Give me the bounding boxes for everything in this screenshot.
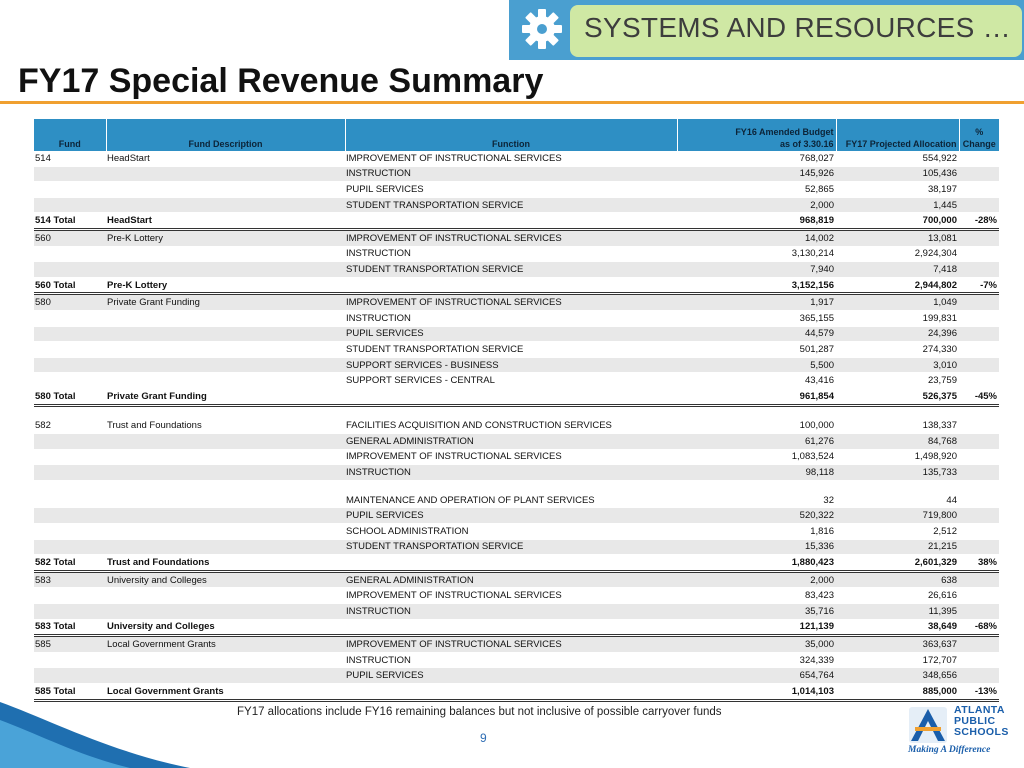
- cell-function: SCHOOL ADMINISTRATION: [345, 524, 677, 540]
- cell-fy17-allocation: 44: [836, 492, 959, 508]
- cell-fy17-allocation: 21,215: [836, 539, 959, 555]
- cell-function: INSTRUCTION: [345, 465, 677, 481]
- header-fund: Fund: [34, 119, 106, 151]
- table-row: [34, 465, 999, 481]
- cell-function: [345, 619, 677, 636]
- cell-pct-change: [959, 262, 999, 278]
- cell-fy16-budget: 35,716: [677, 604, 836, 620]
- table-row: [34, 668, 999, 684]
- cell-fund-description: [106, 465, 345, 481]
- cell-fy16-budget: 7,940: [677, 262, 836, 278]
- cell-fy17-allocation: 1,049: [836, 294, 959, 311]
- cell-fund-description: Private Grant Funding: [106, 388, 345, 405]
- cell-function: STUDENT TRANSPORTATION SERVICE: [345, 539, 677, 555]
- cell-fy16-budget: 365,155: [677, 310, 836, 326]
- cell-pct-change: [959, 434, 999, 450]
- cell-fund: [34, 449, 106, 465]
- cell-function: FACILITIES ACQUISITION AND CONSTRUCTION SERVICES: [345, 418, 677, 434]
- table-row: [34, 310, 999, 326]
- cell-fund: 580: [34, 294, 106, 311]
- cell-fund-description: Pre-K Lottery: [106, 229, 345, 246]
- cell-pct-change: [959, 418, 999, 434]
- cell-fy17-allocation: 638: [836, 571, 959, 588]
- cell-fy17-allocation: 885,000: [836, 684, 959, 701]
- bottom-swoosh: [0, 690, 1024, 768]
- cell-fund-description: [106, 310, 345, 326]
- cell-fund: [34, 373, 106, 389]
- cell-fund: 585: [34, 636, 106, 653]
- cell-function: STUDENT TRANSPORTATION SERVICE: [345, 197, 677, 213]
- cell-pct-change: [959, 492, 999, 508]
- cell-function: [345, 213, 677, 230]
- cell-pct-change: [959, 465, 999, 481]
- cell-fy16-budget: 145,926: [677, 166, 836, 182]
- cell-fund-description: Trust and Foundations: [106, 555, 345, 572]
- cell-fund: [34, 357, 106, 373]
- table-body: [34, 151, 999, 700]
- cell-fund: [34, 508, 106, 524]
- cell-function: INSTRUCTION: [345, 246, 677, 262]
- table-row: [34, 182, 999, 198]
- total-row: [34, 388, 999, 405]
- cell-fy16-budget: 961,854: [677, 388, 836, 405]
- banner-title: SYSTEMS AND RESOURCES …: [584, 12, 1011, 43]
- cell-fy16-budget: 2,000: [677, 571, 836, 588]
- cell-fund: [34, 434, 106, 450]
- table-row: [34, 246, 999, 262]
- cell-fy16-budget: 61,276: [677, 434, 836, 450]
- cell-pct-change: [959, 636, 999, 653]
- cell-pct-change: [959, 524, 999, 540]
- cell-fund-description: [106, 604, 345, 620]
- table-row: [34, 197, 999, 213]
- cell-function: STUDENT TRANSPORTATION SERVICE: [345, 262, 677, 278]
- cell-function: IMPROVEMENT OF INSTRUCTIONAL SERVICES: [345, 636, 677, 653]
- cell-fund-description: [106, 326, 345, 342]
- cell-fund-description: [106, 588, 345, 604]
- cell-fy16-budget: 2,000: [677, 197, 836, 213]
- cell-fund-description: Pre-K Lottery: [106, 277, 345, 294]
- cell-fy17-allocation: 526,375: [836, 388, 959, 405]
- spacer-cell: [34, 480, 999, 492]
- cell-pct-change: [959, 197, 999, 213]
- cell-fund-description: [106, 668, 345, 684]
- cell-fy16-budget: 654,764: [677, 668, 836, 684]
- cell-fund: 583 Total: [34, 619, 106, 636]
- cell-function: PUPIL SERVICES: [345, 668, 677, 684]
- cell-fy17-allocation: 13,081: [836, 229, 959, 246]
- table-header-row: [34, 119, 999, 151]
- cell-function: IMPROVEMENT OF INSTRUCTIONAL SERVICES: [345, 449, 677, 465]
- special-revenue-table: [34, 119, 999, 702]
- table-row: [34, 539, 999, 555]
- header-function: Function: [345, 119, 677, 151]
- cell-function: INSTRUCTION: [345, 604, 677, 620]
- cell-function: PUPIL SERVICES: [345, 182, 677, 198]
- cell-fund-description: HeadStart: [106, 213, 345, 230]
- cell-pct-change: [959, 310, 999, 326]
- cell-fund-description: [106, 182, 345, 198]
- cell-fund: 514: [34, 151, 106, 166]
- cell-pct-change: [959, 326, 999, 342]
- total-row: [34, 619, 999, 636]
- cell-fy17-allocation: 1,498,920: [836, 449, 959, 465]
- cell-pct-change: -45%: [959, 388, 999, 405]
- cell-pct-change: [959, 588, 999, 604]
- cell-pct-change: [959, 571, 999, 588]
- cell-fund: [34, 246, 106, 262]
- cell-fy16-budget: 1,083,524: [677, 449, 836, 465]
- cell-fund: 582: [34, 418, 106, 434]
- cell-fy16-budget: 32: [677, 492, 836, 508]
- cell-fy16-budget: 15,336: [677, 539, 836, 555]
- cell-pct-change: [959, 357, 999, 373]
- cell-fy17-allocation: 3,010: [836, 357, 959, 373]
- cell-pct-change: [959, 652, 999, 668]
- cell-fy17-allocation: 24,396: [836, 326, 959, 342]
- cell-pct-change: 38%: [959, 555, 999, 572]
- cell-fy16-budget: 3,152,156: [677, 277, 836, 294]
- cell-fy17-allocation: 135,733: [836, 465, 959, 481]
- cell-fund: 560: [34, 229, 106, 246]
- table-row: [34, 492, 999, 508]
- cell-fy17-allocation: 2,601,329: [836, 555, 959, 572]
- cell-fy16-budget: 968,819: [677, 213, 836, 230]
- table-row: [34, 373, 999, 389]
- cell-fund: 580 Total: [34, 388, 106, 405]
- cell-fund-description: [106, 524, 345, 540]
- cell-fy17-allocation: 554,922: [836, 151, 959, 166]
- table-row: [34, 229, 999, 246]
- cell-fy16-budget: 5,500: [677, 357, 836, 373]
- cell-fy16-budget: 83,423: [677, 588, 836, 604]
- cell-fund: 585 Total: [34, 684, 106, 701]
- cell-fund-description: Trust and Foundations: [106, 418, 345, 434]
- cell-pct-change: [959, 229, 999, 246]
- table-row: [34, 588, 999, 604]
- cell-fy17-allocation: 363,637: [836, 636, 959, 653]
- cell-function: IMPROVEMENT OF INSTRUCTIONAL SERVICES: [345, 588, 677, 604]
- cell-pct-change: [959, 668, 999, 684]
- table-row: [34, 151, 999, 166]
- cell-fund: [34, 326, 106, 342]
- cell-function: SUPPORT SERVICES - BUSINESS: [345, 357, 677, 373]
- spacer-cell: [34, 405, 999, 418]
- table-row: [34, 449, 999, 465]
- cell-fy17-allocation: 138,337: [836, 418, 959, 434]
- cell-fy16-budget: 1,816: [677, 524, 836, 540]
- cell-function: GENERAL ADMINISTRATION: [345, 434, 677, 450]
- cell-fund-description: [106, 373, 345, 389]
- cell-pct-change: [959, 373, 999, 389]
- cell-pct-change: [959, 294, 999, 311]
- logo-tagline: Making A Difference: [908, 745, 991, 755]
- cell-fund-description: [106, 166, 345, 182]
- cell-fy16-budget: 52,865: [677, 182, 836, 198]
- table-row: [34, 166, 999, 182]
- cell-fy17-allocation: 2,512: [836, 524, 959, 540]
- cell-fund-description: Local Government Grants: [106, 636, 345, 653]
- cell-fund-description: [106, 197, 345, 213]
- header-fy17-allocation: FY17 Projected Allocation: [836, 119, 959, 151]
- cell-fund: [34, 524, 106, 540]
- table-row: [34, 508, 999, 524]
- table-row: [34, 524, 999, 540]
- cell-function: INSTRUCTION: [345, 310, 677, 326]
- cell-fy16-budget: 3,130,214: [677, 246, 836, 262]
- cell-pct-change: [959, 151, 999, 166]
- table-row: [34, 262, 999, 278]
- cell-fy17-allocation: 11,395: [836, 604, 959, 620]
- cell-fund: [34, 262, 106, 278]
- table-row: [34, 636, 999, 653]
- cell-function: SUPPORT SERVICES - CENTRAL: [345, 373, 677, 389]
- table-row: [34, 294, 999, 311]
- cell-pct-change: [959, 604, 999, 620]
- cell-pct-change: [959, 539, 999, 555]
- cell-fy17-allocation: 172,707: [836, 652, 959, 668]
- table-row: [34, 342, 999, 358]
- cell-fund-description: Private Grant Funding: [106, 294, 345, 311]
- cell-pct-change: -13%: [959, 684, 999, 701]
- cell-pct-change: [959, 246, 999, 262]
- cell-fund-description: University and Colleges: [106, 619, 345, 636]
- cell-fund-description: University and Colleges: [106, 571, 345, 588]
- table-row: [34, 571, 999, 588]
- cell-pct-change: [959, 182, 999, 198]
- cell-fund-description: HeadStart: [106, 151, 345, 166]
- logo-line-1: ATLANTA: [954, 704, 1005, 716]
- cell-pct-change: -28%: [959, 213, 999, 230]
- cell-fund: [34, 604, 106, 620]
- cell-fund-description: [106, 449, 345, 465]
- cell-fy16-budget: 44,579: [677, 326, 836, 342]
- table-row: [34, 357, 999, 373]
- cell-fund: 582 Total: [34, 555, 106, 572]
- cell-fy16-budget: 43,416: [677, 373, 836, 389]
- cell-fy16-budget: 324,339: [677, 652, 836, 668]
- cell-fund-description: [106, 357, 345, 373]
- cell-function: [345, 388, 677, 405]
- cell-fy17-allocation: 719,800: [836, 508, 959, 524]
- cell-fund: [34, 310, 106, 326]
- cell-pct-change: [959, 166, 999, 182]
- cell-function: INSTRUCTION: [345, 652, 677, 668]
- cell-fy16-budget: 14,002: [677, 229, 836, 246]
- header-fy16-line1: FY16 Amended Budget: [735, 127, 834, 137]
- table-row: [34, 434, 999, 450]
- cell-fy17-allocation: 26,616: [836, 588, 959, 604]
- cell-fy16-budget: 1,880,423: [677, 555, 836, 572]
- cell-fy17-allocation: 1,445: [836, 197, 959, 213]
- cell-fy16-budget: 35,000: [677, 636, 836, 653]
- cell-fy16-budget: 1,014,103: [677, 684, 836, 701]
- cell-fund-description: [106, 262, 345, 278]
- page-number: 9: [480, 731, 487, 745]
- cell-fund: [34, 166, 106, 182]
- spacer-row: [34, 480, 999, 492]
- page-title: FY17 Special Revenue Summary: [18, 62, 544, 100]
- cell-function: IMPROVEMENT OF INSTRUCTIONAL SERVICES: [345, 151, 677, 166]
- cell-function: GENERAL ADMINISTRATION: [345, 571, 677, 588]
- cell-function: PUPIL SERVICES: [345, 326, 677, 342]
- title-underline: [0, 101, 1024, 104]
- table-row: [34, 326, 999, 342]
- cell-fy16-budget: 520,322: [677, 508, 836, 524]
- cell-fy16-budget: 100,000: [677, 418, 836, 434]
- cell-pct-change: [959, 342, 999, 358]
- cell-function: PUPIL SERVICES: [345, 508, 677, 524]
- cell-fund-description: [106, 434, 345, 450]
- cell-function: [345, 555, 677, 572]
- cell-fy17-allocation: 274,330: [836, 342, 959, 358]
- header-pct-change: % Change: [959, 119, 999, 151]
- logo-wordmark: [954, 705, 1009, 738]
- cell-fund: [34, 197, 106, 213]
- cell-fy17-allocation: 7,418: [836, 262, 959, 278]
- cell-fund: [34, 652, 106, 668]
- header-fund-description: Fund Description: [106, 119, 345, 151]
- cell-fund: 514 Total: [34, 213, 106, 230]
- cell-fund: [34, 465, 106, 481]
- footnote: FY17 allocations include FY16 remaining balances but not inclusive of possible carryover funds: [237, 706, 722, 718]
- logo-line-3: SCHOOLS: [954, 726, 1009, 738]
- cell-fy17-allocation: 2,924,304: [836, 246, 959, 262]
- cell-fund: [34, 182, 106, 198]
- spacer-row: [34, 405, 999, 418]
- cell-fy17-allocation: 38,197: [836, 182, 959, 198]
- cell-pct-change: -68%: [959, 619, 999, 636]
- cell-fund-description: [106, 342, 345, 358]
- cell-fund: [34, 588, 106, 604]
- cell-fund-description: Local Government Grants: [106, 684, 345, 701]
- cell-pct-change: -7%: [959, 277, 999, 294]
- cell-fund: 583: [34, 571, 106, 588]
- cell-fy16-budget: 501,287: [677, 342, 836, 358]
- cell-fy16-budget: 98,118: [677, 465, 836, 481]
- header-fy16-budget: [677, 119, 836, 151]
- cell-function: IMPROVEMENT OF INSTRUCTIONAL SERVICES: [345, 229, 677, 246]
- total-row: [34, 213, 999, 230]
- table-row: [34, 652, 999, 668]
- cell-function: MAINTENANCE AND OPERATION OF PLANT SERVICES: [345, 492, 677, 508]
- cell-fy17-allocation: 199,831: [836, 310, 959, 326]
- header-fy16-line2: as of 3.30.16: [779, 139, 834, 149]
- table-row: [34, 418, 999, 434]
- cell-pct-change: [959, 508, 999, 524]
- cell-fund: 560 Total: [34, 277, 106, 294]
- cell-fund: [34, 668, 106, 684]
- cell-fund-description: [106, 539, 345, 555]
- cell-fund-description: [106, 246, 345, 262]
- total-row: [34, 277, 999, 294]
- cell-fy16-budget: 1,917: [677, 294, 836, 311]
- cell-pct-change: [959, 449, 999, 465]
- cell-fund-description: [106, 492, 345, 508]
- cell-function: IMPROVEMENT OF INSTRUCTIONAL SERVICES: [345, 294, 677, 311]
- cell-fund-description: [106, 652, 345, 668]
- cell-fund: [34, 342, 106, 358]
- cell-fy17-allocation: 23,759: [836, 373, 959, 389]
- cell-fy16-budget: 768,027: [677, 151, 836, 166]
- logo-line-2: PUBLIC: [954, 715, 996, 727]
- cell-fund: [34, 492, 106, 508]
- cell-fy17-allocation: 700,000: [836, 213, 959, 230]
- cell-fy17-allocation: 348,656: [836, 668, 959, 684]
- cell-fy17-allocation: 2,944,802: [836, 277, 959, 294]
- cell-fund: [34, 539, 106, 555]
- cell-fy17-allocation: 38,649: [836, 619, 959, 636]
- cell-fund-description: [106, 508, 345, 524]
- cell-function: INSTRUCTION: [345, 166, 677, 182]
- cell-function: [345, 277, 677, 294]
- cell-function: STUDENT TRANSPORTATION SERVICE: [345, 342, 677, 358]
- cell-fy16-budget: 121,139: [677, 619, 836, 636]
- gear-icon: [517, 4, 567, 54]
- total-row: [34, 555, 999, 572]
- cell-fy17-allocation: 84,768: [836, 434, 959, 450]
- table-row: [34, 604, 999, 620]
- cell-fy17-allocation: 105,436: [836, 166, 959, 182]
